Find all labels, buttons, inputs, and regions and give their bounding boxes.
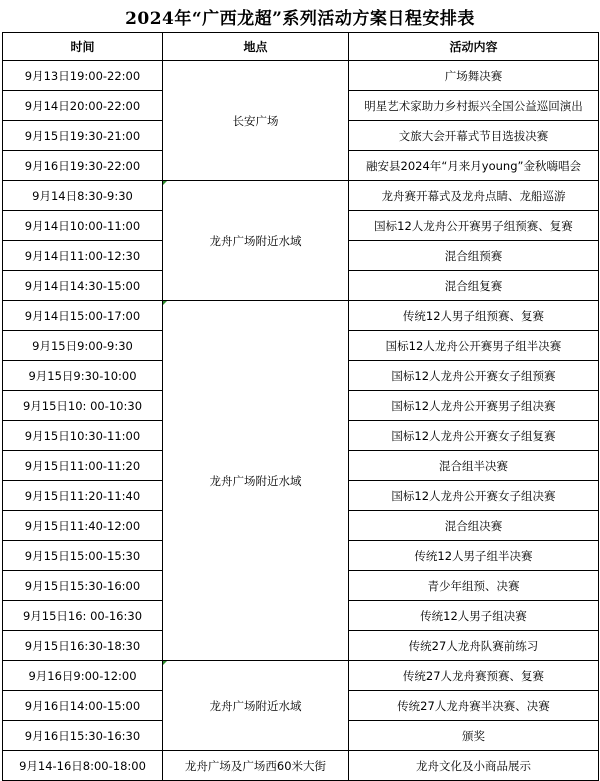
- time-cell: 9月16日14:00-15:00: [3, 691, 163, 721]
- location-label: 龙舟广场附近水域: [209, 473, 302, 488]
- time-cell: 9月15日10:30-11:00: [3, 421, 163, 451]
- cell-note-marker: [163, 301, 167, 305]
- header-location: 地点: [163, 33, 349, 61]
- location-cell: [163, 661, 349, 751]
- location-cell: [163, 301, 349, 661]
- table-row: [3, 61, 599, 91]
- activity-cell: 传统27人龙舟赛半决赛、决赛: [349, 691, 599, 721]
- activity-cell: 龙舟文化及小商品展示: [349, 751, 599, 781]
- activity-cell: 国标12人龙舟公开赛女子组决赛: [349, 481, 599, 511]
- schedule-body: [3, 61, 599, 781]
- location-label: 长安广场: [232, 113, 279, 128]
- time-cell: 9月14日15:00-17:00: [3, 301, 163, 331]
- location-label: 龙舟广场及广场西60米大街: [184, 758, 327, 773]
- activity-cell: 传统27人龙舟赛预赛、复赛: [349, 661, 599, 691]
- activity-cell: 青少年组预、决赛: [349, 571, 599, 601]
- time-cell: 9月15日16:30-18:30: [3, 631, 163, 661]
- time-cell: 9月16日19:30-22:00: [3, 151, 163, 181]
- activity-cell: 颁奖: [349, 721, 599, 751]
- time-cell: 9月15日9:30-10:00: [3, 361, 163, 391]
- activity-cell: 混合组复赛: [349, 271, 599, 301]
- cell-note-marker: [163, 181, 167, 185]
- activity-cell: 混合组半决赛: [349, 451, 599, 481]
- schedule-table: [2, 32, 599, 781]
- time-cell: 9月15日9:00-9:30: [3, 331, 163, 361]
- time-cell: 9月15日19:30-21:00: [3, 121, 163, 151]
- header-activity: 活动内容: [349, 33, 599, 61]
- table-row: [3, 181, 599, 211]
- time-cell: 9月16日15:30-16:30: [3, 721, 163, 751]
- activity-cell: 传统12人男子组决赛: [349, 601, 599, 631]
- activity-cell: 明星艺术家助力乡村振兴全国公益巡回演出: [349, 91, 599, 121]
- time-cell: 9月15日16: 00-16:30: [3, 601, 163, 631]
- table-row: [3, 751, 599, 781]
- time-cell: 9月13日19:00-22:00: [3, 61, 163, 91]
- header-time: 时间: [3, 33, 163, 61]
- activity-cell: 混合组决赛: [349, 511, 599, 541]
- time-cell: 9月15日15:00-15:30: [3, 541, 163, 571]
- activity-cell: 混合组预赛: [349, 241, 599, 271]
- time-cell: 9月15日10: 00-10:30: [3, 391, 163, 421]
- table-row: [3, 661, 599, 691]
- activity-cell: 国标12人龙舟公开赛女子组复赛: [349, 421, 599, 451]
- activity-cell: 国标12人龙舟公开赛男子组预赛、复赛: [349, 211, 599, 241]
- location-cell: [163, 61, 349, 181]
- time-cell: 9月14-16日8:00-18:00: [3, 751, 163, 781]
- time-cell: 9月14日10:00-11:00: [3, 211, 163, 241]
- activity-cell: 传统27人龙舟队赛前练习: [349, 631, 599, 661]
- time-cell: 9月15日11:40-12:00: [3, 511, 163, 541]
- activity-cell: 传统12人男子组预赛、复赛: [349, 301, 599, 331]
- time-cell: 9月14日14:30-15:00: [3, 271, 163, 301]
- activity-cell: 广场舞决赛: [349, 61, 599, 91]
- activity-cell: 国标12人龙舟公开赛女子组预赛: [349, 361, 599, 391]
- location-cell: [163, 181, 349, 301]
- activity-cell: 融安县2024年“月来月young”金秋嗨唱会: [349, 151, 599, 181]
- activity-cell: 文旅大会开幕式节目选拔决赛: [349, 121, 599, 151]
- activity-cell: 国标12人龙舟公开赛男子组半决赛: [349, 331, 599, 361]
- cell-note-marker: [163, 661, 167, 665]
- table-row: [3, 301, 599, 331]
- location-label: 龙舟广场附近水域: [209, 233, 302, 248]
- time-cell: 9月15日15:30-16:00: [3, 571, 163, 601]
- location-label: 龙舟广场附近水域: [209, 698, 302, 713]
- time-cell: 9月14日8:30-9:30: [3, 181, 163, 211]
- time-cell: 9月14日20:00-22:00: [3, 91, 163, 121]
- time-cell: 9月15日11:20-11:40: [3, 481, 163, 511]
- activity-cell: 国标12人龙舟公开赛男子组决赛: [349, 391, 599, 421]
- activity-cell: 龙舟赛开幕式及龙舟点睛、龙船巡游: [349, 181, 599, 211]
- location-cell: [163, 751, 349, 781]
- time-cell: 9月16日9:00-12:00: [3, 661, 163, 691]
- activity-cell: 传统12人男子组半决赛: [349, 541, 599, 571]
- time-cell: 9月14日11:00-12:30: [3, 241, 163, 271]
- time-cell: 9月15日11:00-11:20: [3, 451, 163, 481]
- header-row: [3, 33, 599, 61]
- page-title: 2024年“广西龙超”系列活动方案日程安排表: [125, 8, 475, 29]
